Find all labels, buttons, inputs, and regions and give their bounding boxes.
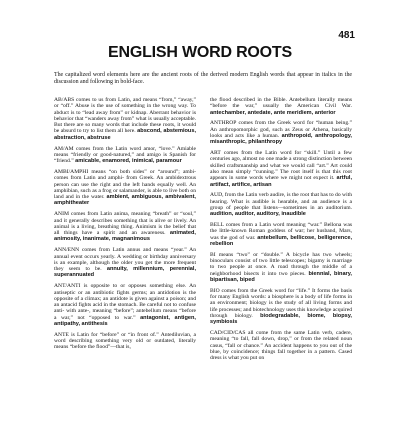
root-entry [210,192,352,217]
derived-words: artful, artifact, artifice, artisan [210,175,352,188]
derived-words: antebellum, bellicose, belligerence, rebellion [210,234,353,247]
root-entry [54,169,196,207]
root-entry [54,332,196,351]
root-entry-text: ANN/ENN comes from Latin annus and means “year.” An annual event occurs yearly. A wedding or birthday anniversary is an example, although the older you get the more frequent they seem to be. [54,247,196,273]
root-entry-text: the flood described in the Bible. Antebellum literally means “before the war,” usually the American Civil War. [210,97,352,110]
intro-paragraph: The capitalized word elements here are the ancient roots of the derived modern English words that appear in italics in the discussion and following in bold-face. [54,72,352,85]
root-entry [210,222,352,247]
root-entry-text: AM/AM comes from the Latin word amor, “love.” Amiable means “friendly or good-natured,” and amigo is Spanish for “friend.” [54,145,196,165]
derived-words: amicable, enamored, inimical, paramour [75,158,182,165]
right-column [210,97,352,366]
page-number: 481 [338,30,355,41]
root-entry-text: AMBI/AMPHI means “on both sides” or “around”; ambi- comes from Latin and amphi- from Greek. An ambidextrous person can use the right and the left hands equally well. An amphibian, such as a frog or salamander, is able to live both on land and in the water. [54,168,196,201]
root-entry-text: AB/ABS comes to us from Latin, and means “from,” “away,” or “off.” Abuse is the use of something in the wrong way. To abduct is to “lead away from” or kidnap. Aberrant behavior is behavior that “wanders away from” what is usually acceptable. But there are so many words that include these roots, it would be absurd to try to list them all here. [54,97,196,135]
root-entry [210,288,352,326]
derived-words: antechamber, antedate, ante meridiem, anterior [210,109,336,116]
left-column [54,97,196,366]
root-entry [54,283,196,327]
root-entry-text: AUD, from the Latin verb audire, is the root that has to do with hearing. What is audible is hearable, and an audience is a group of people that listens—sometimes in an auditorium. [210,192,352,211]
derived-words: biodegradable, biome, biopsy, symbiosis [210,312,352,326]
root-entry [54,247,196,278]
entries-columns [54,97,352,366]
page-title: ENGLISH WORD ROOTS [108,44,292,61]
root-entry-text: ANT/ANTI is opposite to or opposes something else. An antiseptic or an antibiotic fights germs; an antidotion is the opposite of a climax; an antidote is given against a poison; and an antacid fights acid in the stomach. Be careful not to confuse anti- with ante-, meaning “before”; antebellum means “before a war,” not “opposed to war.” [54,283,196,321]
derived-words: annuity, millennium, perennial, superannuated [54,266,196,279]
root-entry-text: ANTHROP comes from the Greek word for “human being.” An anthropomorphic god, such as Zeus or Athena, basically looks and acts like a human. [210,120,352,139]
root-entry [210,252,352,283]
root-entry [210,330,352,361]
root-entry [54,97,196,141]
derived-words: abscond, abstemious, abstraction, abstruse [54,128,197,141]
derived-words: antagonist, antigen, antipathy, antithesis [54,314,196,327]
root-entry [54,146,196,165]
derived-words: biennial, binary, bipartisan, biped [210,270,352,283]
derived-words: audition, auditor, auditory, inaudible [210,211,306,218]
root-entry-text: ART comes from the Latin word for “skill.” Until a few centuries ago, almost no one made a strong distinction between skilled craftsmanship and what we would call “art.” Art could also mean simply “cunning.” The root itself is that this root appears in some words where we might not expect it. [210,150,352,182]
root-entry-text: ANTE is Latin for “before” or “in front of.” Antediluvian, a word describing something very old or outdated, literally means “before the flood”—that is, [54,331,196,351]
root-entry-text: CAD/CID/CAS all come from the same Latin verb, cadere, meaning “to fall, fall down, drop,” or from the related noun casus, “fall or chance.” An accident happens to you out of the blue, by coincidence; things fall together in a pattern. Cased dress is what you put on [210,330,352,362]
root-entry [54,211,196,242]
derived-words: anthropoid, anthropology, misanthropic, philanthropy [210,132,352,146]
derived-words: animated, animosity, inanimate, magnanimous [54,230,196,243]
root-entry [210,97,352,116]
derived-words: ambient, ambiguous, ambivalent, amphitheater [54,194,196,207]
root-entry-text: ANIM comes from Latin anima, meaning “breath” or “soul,” and it generally describes something that is alive or lively. An animal is a living, breathing thing. Animism is the belief that all things have a spirit and an awareness. [54,211,196,237]
root-entry-text: BIO comes from the Greek word for “life.” It forms the basis for many English words: a biosphere is a body of life forms in an environment; biology is the study of all living forms and life processes; and biotechnology uses this knowledge acquired through biology. [210,287,352,319]
root-entry-text: BELL comes from a Latin word meaning “war.” Bellona was the little-known Roman goddess of war; her husband, Mars, was the god of war. [210,222,352,241]
root-entry [210,150,352,188]
root-entry-text: BI means “two” or “double.” A bicycle has two wheels; binoculars consist of two little telescopes; bigamy is marriage to two people at once. A road through the middle of a neighborhood bisects it into two pieces. [210,251,352,277]
root-entry [210,120,352,145]
